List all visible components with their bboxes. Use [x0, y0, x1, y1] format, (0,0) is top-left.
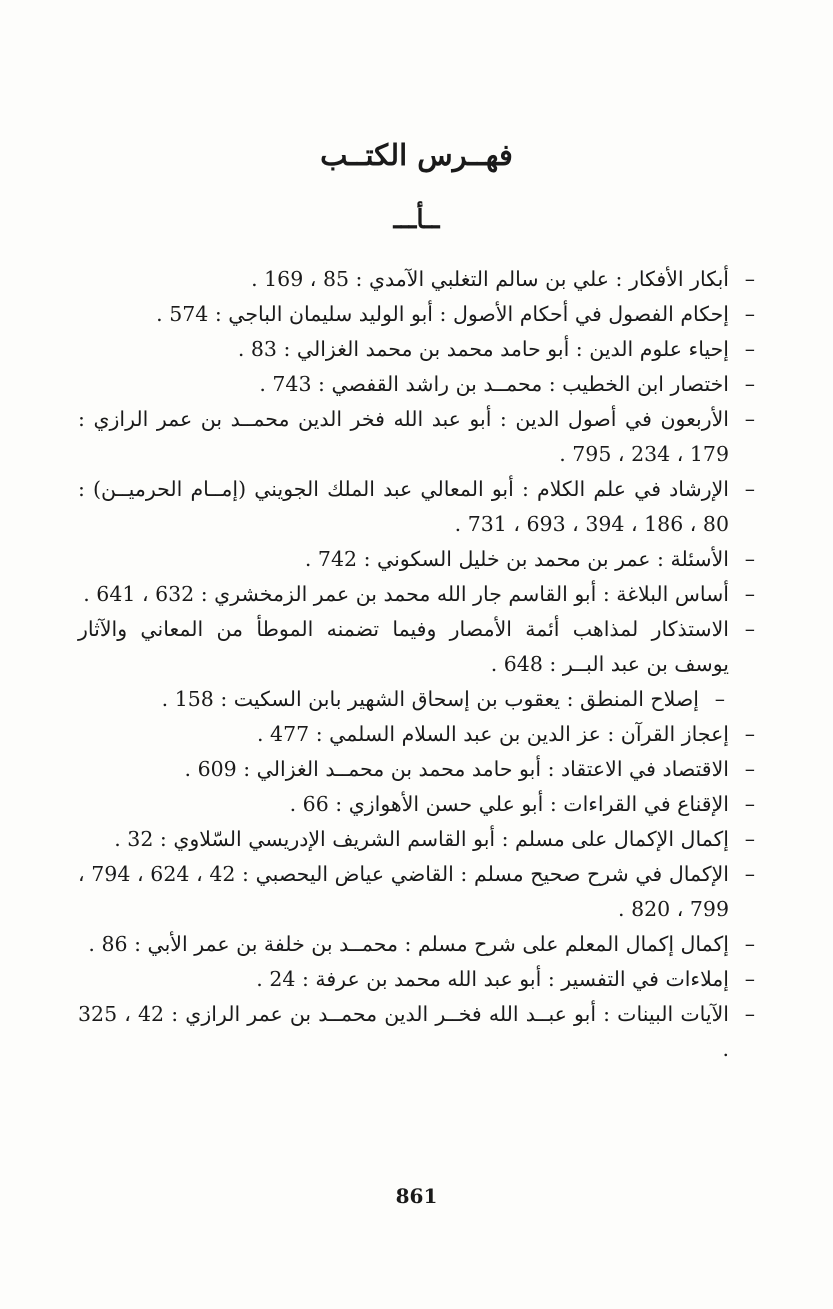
- entries-list: [78, 262, 755, 1067]
- list-item: – الآيات البينات : أبو عبــد الله فخــر الدين محمــد بن عمر الرازي : 42 ، 325 .: [78, 997, 755, 1067]
- list-item: – الاستذكار لمذاهب أئمة الأمصار وفيما تضمنه الموطأ من المعاني والآثار يوسف بن عبد البــر : 648 .: [78, 612, 755, 682]
- list-item: – إعجاز القرآن : عز الدين بن عبد السلام السلمي : 477 .: [78, 717, 755, 752]
- section-letter: ــأـــ: [393, 205, 440, 235]
- page-title: فهــرس الكتــب: [320, 138, 513, 172]
- list-item: – الاقتصاد في الاعتقاد : أبو حامد محمد بن محمــد الغزالي : 609 .: [78, 752, 755, 787]
- list-item: – أساس البلاغة : أبو القاسم جار الله محمد بن عمر الزمخشري : 632 ، 641 .: [78, 577, 755, 612]
- list-item: – إحياء علوم الدين : أبو حامد محمد بن محمد الغزالي : 83 .: [78, 332, 755, 367]
- list-item: – إصلاح المنطق : يعقوب بن إسحاق الشهير بابن السكيت : 158 .: [78, 682, 755, 717]
- page-number: 861: [395, 1184, 438, 1208]
- list-item: – اختصار ابن الخطيب : محمــد بن راشد القفصي : 743 .: [78, 367, 755, 402]
- list-item: – إكمال إكمال المعلم على شرح مسلم : محمــد بن خلفة بن عمر الأبي : 86 .: [78, 927, 755, 962]
- list-item: – الإرشاد في علم الكلام : أبو المعالي عبد الملك الجويني (إمــام الحرميــن) : 80 ، 186 ، 394 ، 693 ، 731 .: [78, 472, 755, 542]
- list-item: – الإكمال في شرح صحيح مسلم : القاضي عياض اليحصبي : 42 ، 624 ، 794 ، 799 ، 820 .: [78, 857, 755, 927]
- list-item: – الإقناع في القراءات : أبو علي حسن الأهوازي : 66 .: [78, 787, 755, 822]
- list-item: – إكمال الإكمال على مسلم : أبو القاسم الشريف الإدريسي السّلاوي : 32 .: [78, 822, 755, 857]
- list-item: – أبكار الأفكار : علي بن سالم التغلبي الآمدي : 85 ، 169 .: [78, 262, 755, 297]
- list-item: – الأربعون في أصول الدين : أبو عبد الله فخر الدين محمــد بن عمر الرازي : 179 ، 234 ، 795 .: [78, 402, 755, 472]
- list-item: – الأسئلة : عمر بن محمد بن خليل السكوني : 742 .: [78, 542, 755, 577]
- list-item: – إملاءات في التفسير : أبو عبد الله محمد بن عرفة : 24 .: [78, 962, 755, 997]
- list-item: – إحكام الفصول في أحكام الأصول : أبو الوليد سليمان الباجي : 574 .: [78, 297, 755, 332]
